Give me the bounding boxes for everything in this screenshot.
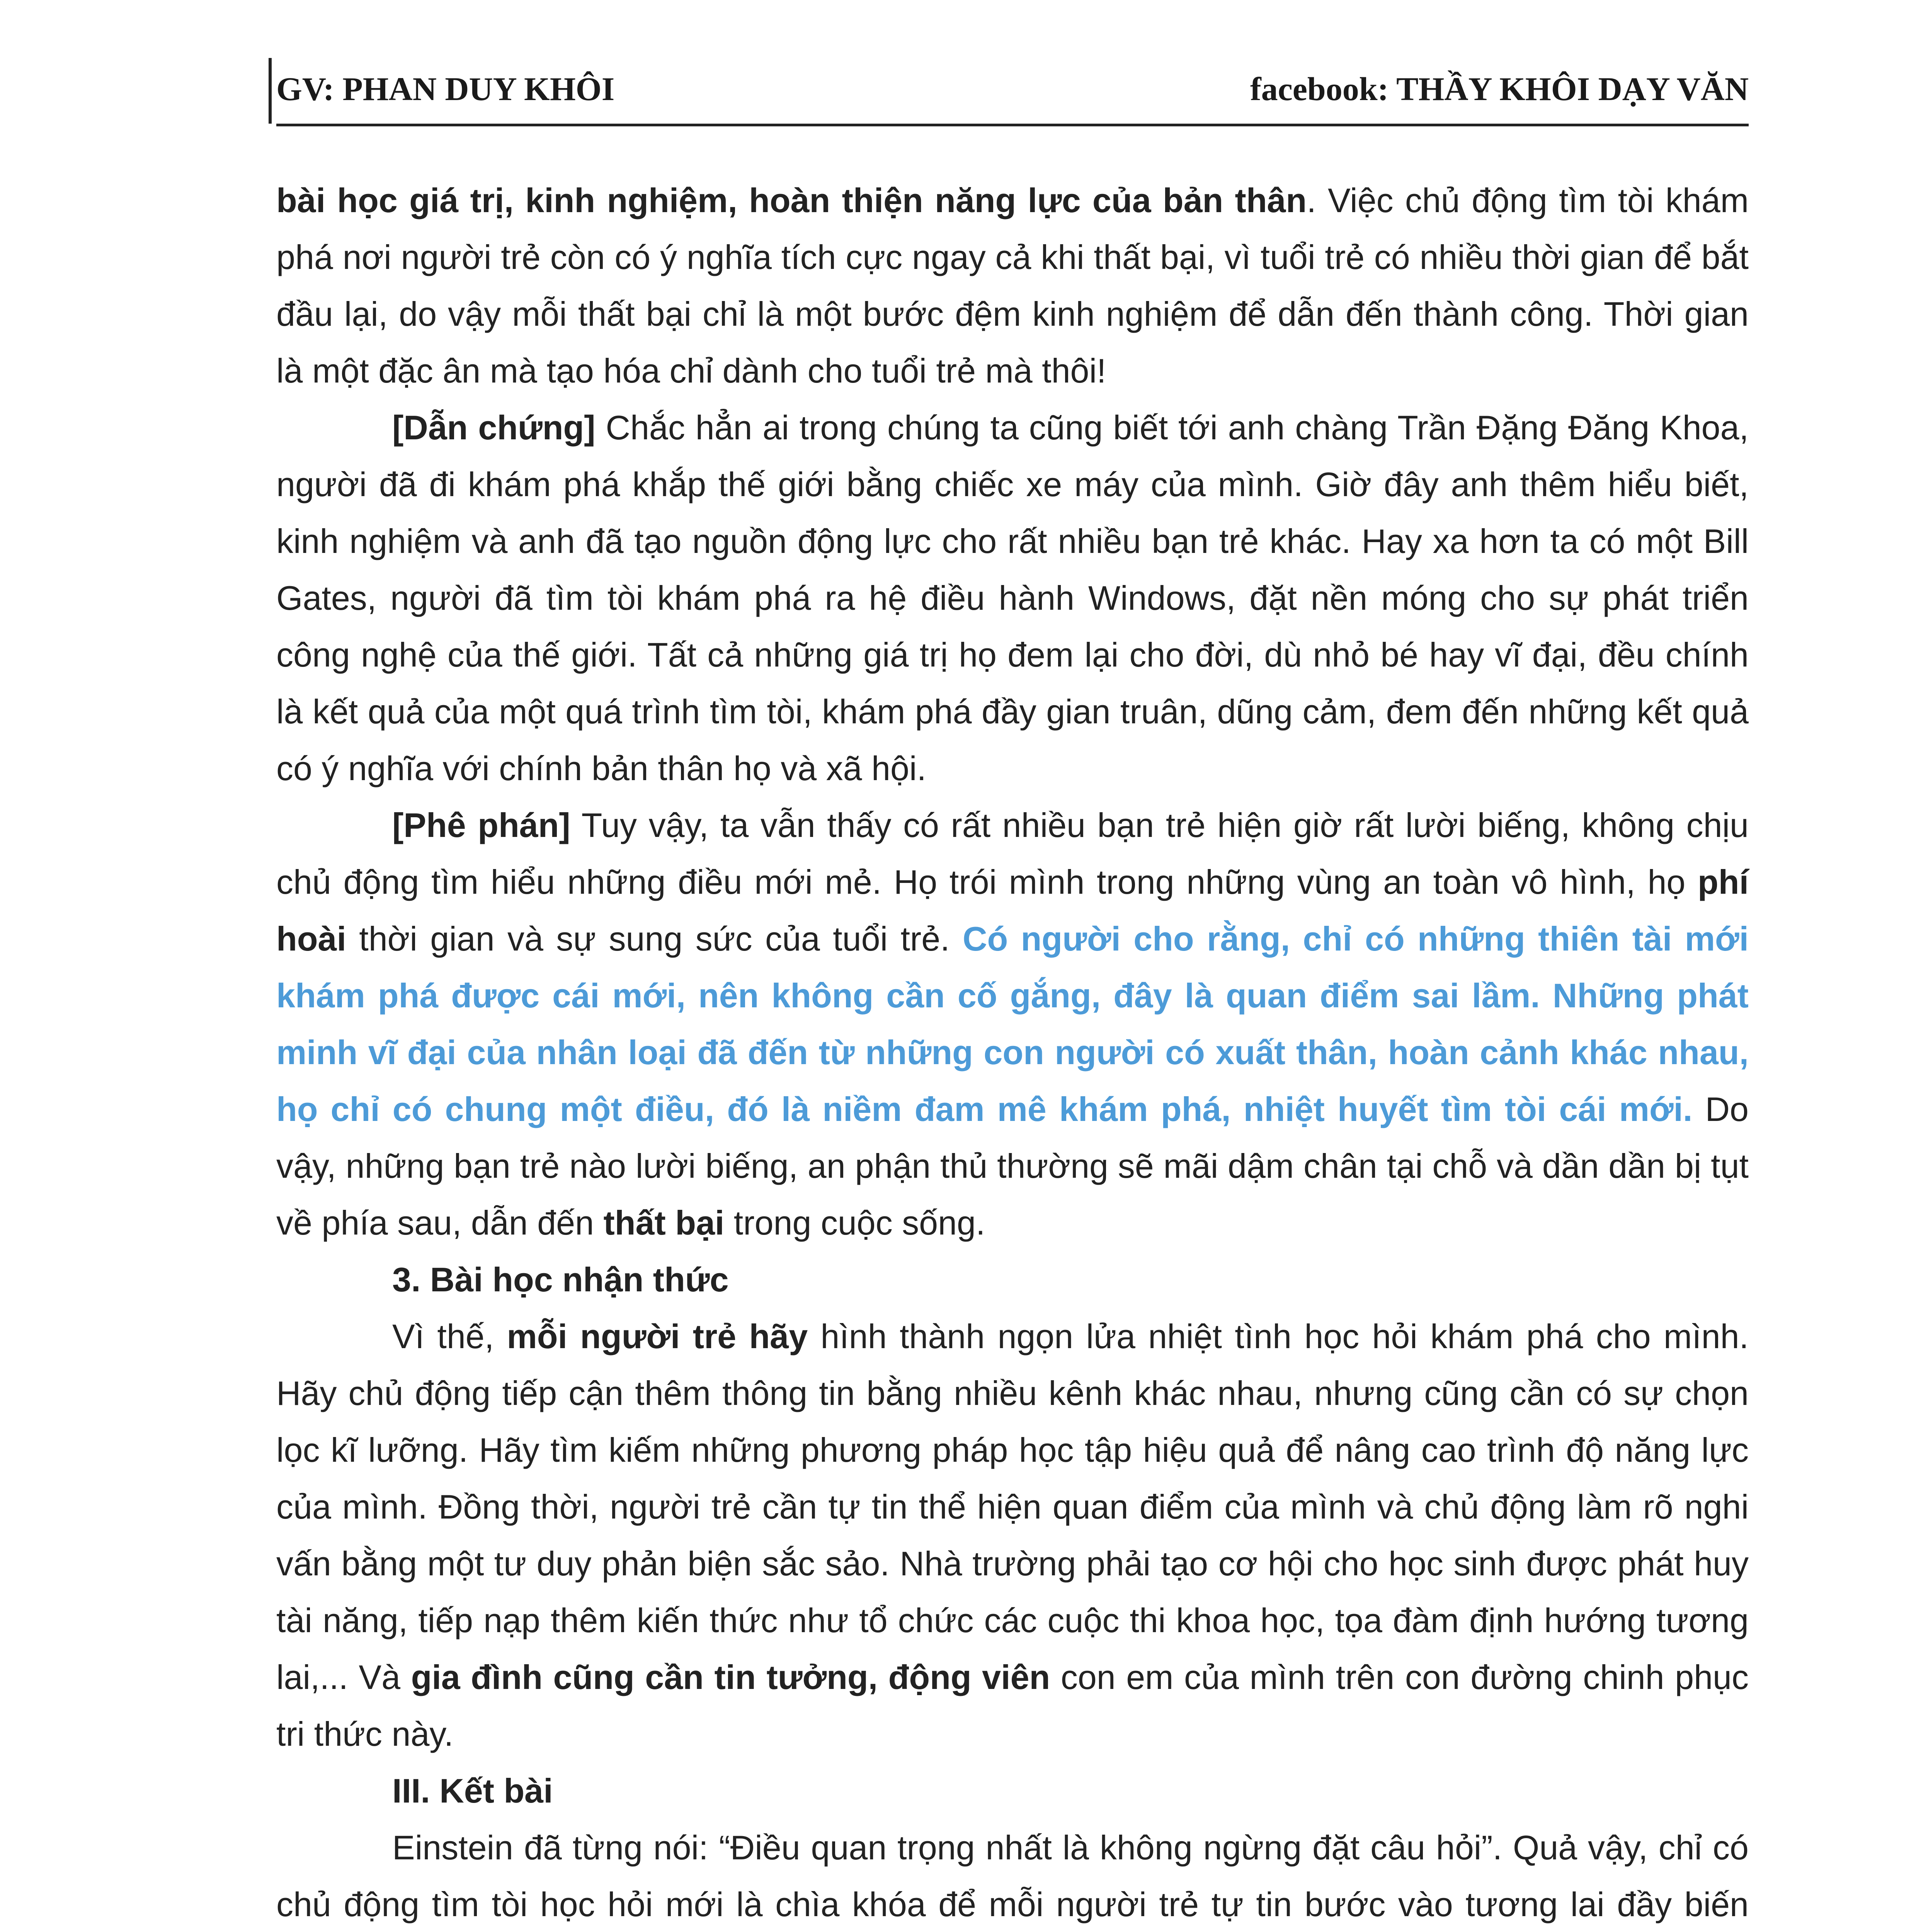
bold-phrase: bài học giá trị, kinh nghiệm, hoàn thiện năng lực của bản thân (276, 181, 1307, 219)
header-left-rule (269, 58, 272, 124)
highlighted-argument: Có người cho rằng, chỉ có những thiên tài mới khám phá được cái mới, nên không cần cố gắng, đây là quan điểm sai lầm. Những phát minh vĩ đại của nhân loại đã đến từ những con người có xuất thân, hoàn cảnh khác nhau, họ chỉ có chung một điều, đó là niềm đam mê khám phá, nhiệt huyết tìm tòi cái mới. (276, 920, 1749, 1128)
section-heading-conclusion: III. Kết bài (392, 1772, 553, 1810)
page-header (276, 58, 1749, 126)
criticism-label: [Phê phán] (392, 806, 570, 844)
paragraph-criticism: [Phê phán] Tuy vậy, ta vẫn thấy có rất nhiều bạn trẻ hiện giờ rất lười biếng, không chịu chủ động tìm hiểu những điều mới mẻ. Họ trói mình trong những vùng an toàn vô hình, họ phí hoài thời gian và sự sung sức của tuổi trẻ. Có người cho rằng, chỉ có những thiên tài mới khám phá được cái mới, nên không cần cố gắng, đây là quan điểm sai lầm. Những phát minh vĩ đại của nhân loại đã đến từ những con người có xuất thân, hoàn cảnh khác nhau, họ chỉ có chung một điều, đó là niềm đam mê khám phá, nhiệt huyết tìm tòi cái mới. Do vậy, những bạn trẻ nào lười biếng, an phận thủ thường sẽ mãi dậm chân tại chỗ và dần dần bị tụt về phía sau, dẫn đến thất bại trong cuộc sống. (276, 806, 1749, 1242)
paragraph-1: bài học giá trị, kinh nghiệm, hoàn thiện năng lực của bản thân. Việc chủ động tìm tòi khám phá nơi người trẻ còn có ý nghĩa tích cực ngay cả khi thất bại, vì tuổi trẻ có nhiều thời gian để bắt đầu lại, do vậy mỗi thất bại chỉ là một bước đệm kinh nghiệm để dẫn đến thành công. Thời gian là một đặc ân mà tạo hóa chỉ dành cho tuổi trẻ mà thôi! (276, 181, 1749, 390)
paragraph-evidence: [Dẫn chứng] Chắc hẳn ai trong chúng ta cũng biết tới anh chàng Trần Đặng Đăng Khoa, người đã đi khám phá khắp thế giới bằng chiếc xe máy của mình. Giờ đây anh thêm hiểu biết, kinh nghiệm và anh đã tạo nguồn động lực cho rất nhiều bạn trẻ khác. Hay xa hơn ta có một Bill Gates, người đã tìm tòi khám phá ra hệ điều hành Windows, đặt nền móng cho sự phát triển công nghệ của thế giới. Tất cả những giá trị họ đem lại cho đời, dù nhỏ bé hay vĩ đại, đều chính là kết quả của một quá trình tìm tòi, khám phá đầy gian truân, dũng cảm, đem đến những kết quả có ý nghĩa với chính bản thân họ và xã hội. (276, 408, 1749, 787)
document-body (276, 172, 1749, 1932)
section-heading-lesson: 3. Bài học nhận thức (392, 1260, 729, 1299)
evidence-label: [Dẫn chứng] (392, 408, 596, 447)
header-facebook: facebook: THẦY KHÔI DẠY VĂN (1250, 70, 1749, 107)
paragraph-conclusion: Einstein đã từng nói: “Điều quan trọng nhất là không ngừng đặt câu hỏi”. Quả vậy, chỉ có chủ động tìm tòi học hỏi mới là chìa khóa để mỗi người trẻ tự tin bước vào tương lai đầy biến (276, 1828, 1749, 1923)
header-author: GV: PHAN DUY KHÔI (276, 70, 615, 107)
paragraph-lesson: Vì thế, mỗi người trẻ hãy hình thành ngọn lửa nhiệt tình học hỏi khám phá cho mình. Hãy chủ động tiếp cận thêm thông tin bằng nhiều kênh khác nhau, nhưng cũng cần có sự chọn lọc kĩ lưỡng. Hãy tìm kiếm những phương pháp học tập hiệu quả để nâng cao trình độ năng lực của mình. Đồng thời, người trẻ cần tự tin thể hiện quan điểm của mình và chủ động làm rõ nghi vấn bằng một tư duy phản biện sắc sảo. Nhà trường phải tạo cơ hội cho học sinh được phát huy tài năng, tiếp nạp thêm kiến thức như tổ chức các cuộc thi khoa học, tọa đàm định hướng tương lai,... Và gia đình cũng cần tin tưởng, động viên con em của mình trên con đường chinh phục tri thức này. (276, 1317, 1749, 1753)
